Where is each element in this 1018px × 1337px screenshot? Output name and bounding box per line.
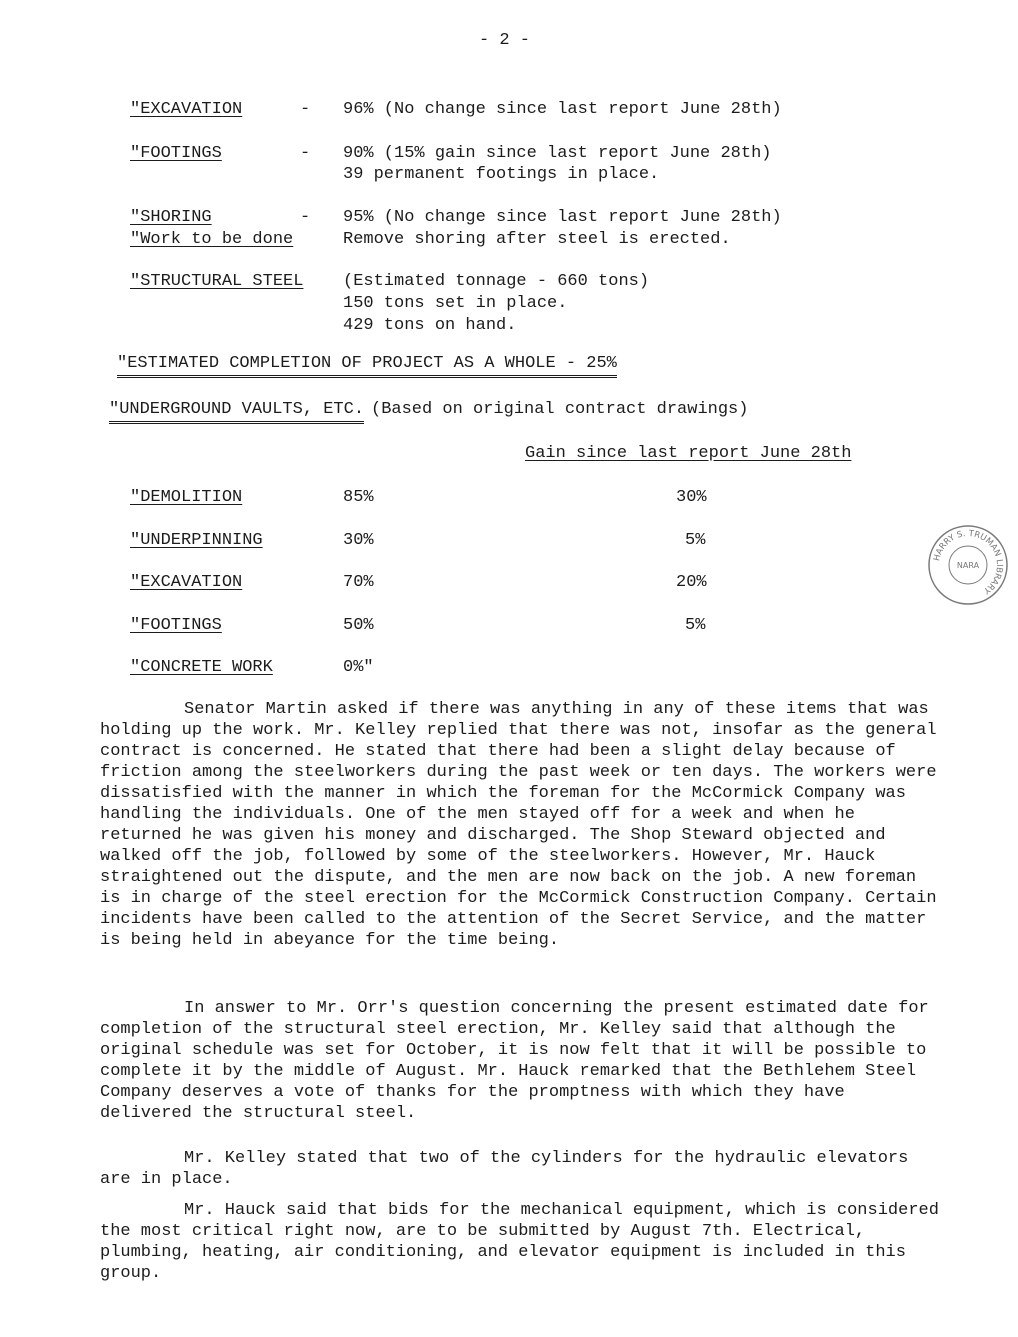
- status-label-structural-steel: "STRUCTURAL STEEL: [130, 272, 304, 291]
- stamp-center-text: NARA: [956, 561, 980, 570]
- status-label-footings: "FOOTINGS: [130, 144, 222, 163]
- status-sep: -: [300, 144, 311, 163]
- status-line: 39 permanent footings in place.: [343, 165, 660, 184]
- status-line: 90% (15% gain since last report June 28th): [343, 144, 772, 163]
- status-label-shoring: "SHORING: [130, 208, 212, 227]
- vault-row-gain: 5%: [685, 616, 706, 635]
- status-label-work-to-be-done: "Work to be done: [130, 230, 294, 249]
- vault-row-pct: 30%: [343, 531, 374, 550]
- library-stamp: [926, 523, 1010, 607]
- status-label-excavation: "EXCAVATION: [130, 100, 243, 119]
- vault-row-gain: 5%: [685, 531, 706, 550]
- status-sep: -: [300, 208, 311, 227]
- status-sep: -: [300, 100, 311, 119]
- stamp-ring-text: HARRY S. TRUMAN LIBRARY: [932, 528, 1005, 596]
- paragraph: Senator Martin asked if there was anything in any of these items that was holding up the work. Mr. Kelley replied that there was not, insofar as the general contract is concerned. He stated that there had been a slight delay because of friction among the steelworkers during the past week or ten days. The workers were dissatisfied with the manner in which the foreman for the McCormick Company was handling the individuals. One of the men stayed off for a week and when he returned he was given his money and discharged. The Shop Steward objected and walked off the job, followed by some of the steelworkers. However, Mr. Hauck straightened out the dispute, and the men are now back on the job. A new foreman is in charge of the steel erection for the McCormick Construction Company. Certain incidents have been called to the attention of the Secret Service, and the matter is being held in abeyance for the time being.: [100, 700, 937, 950]
- vault-row-gain: 20%: [676, 573, 707, 592]
- vault-row-label: "EXCAVATION: [130, 573, 243, 592]
- paragraph: Mr. Hauck said that bids for the mechanical equipment, which is considered the most critical right now, are to be submitted by August 7th. Electrical, plumbing, heating, air conditioning, and elevator equipment is included in this group.: [100, 1201, 939, 1283]
- status-line: 429 tons on hand.: [343, 316, 517, 335]
- estimated-completion-heading: "ESTIMATED COMPLETION OF PROJECT AS A WHOLE - 25%: [117, 353, 617, 378]
- vault-row-pct: 0%": [343, 658, 374, 677]
- vault-row-pct: 50%: [343, 616, 374, 635]
- status-line: 95% (No change since last report June 28th): [343, 208, 782, 227]
- status-line: 96% (No change since last report June 28th): [343, 100, 782, 119]
- vault-row-label: "DEMOLITION: [130, 488, 243, 507]
- page-number: - 2 -: [479, 31, 531, 50]
- status-line: (Estimated tonnage - 660 tons): [343, 272, 650, 291]
- vault-row-label: "FOOTINGS: [130, 616, 222, 635]
- status-line: 150 tons set in place.: [343, 294, 568, 313]
- paragraph: In answer to Mr. Orr's question concerning the present estimated date for completion of the structural steel erection, Mr. Kelley said that although the original schedule was set for October, it is now felt that it will be possible to complete it by the middle of August. Mr. Hauck remarked that the Bethlehem Steel Company deserves a vote of thanks for the promptness with which they have delivered the structural steel.: [100, 999, 929, 1123]
- vaults-note: (Based on original contract drawings): [371, 400, 749, 419]
- vault-row-pct: 85%: [343, 488, 374, 507]
- vault-row-pct: 70%: [343, 573, 374, 592]
- vault-row-label: "UNDERPINNING: [130, 531, 263, 550]
- vaults-heading: "UNDERGROUND VAULTS, ETC.: [109, 399, 364, 424]
- library-stamp-graphic: [926, 523, 1010, 607]
- vault-row-gain: 30%: [676, 488, 707, 507]
- vault-row-label: "CONCRETE WORK: [130, 658, 273, 677]
- status-line: Remove shoring after steel is erected.: [343, 230, 731, 249]
- vaults-column-header: Gain since last report June 28th: [525, 444, 852, 463]
- paragraph: Mr. Kelley stated that two of the cylinders for the hydraulic elevators are in place.: [100, 1149, 909, 1189]
